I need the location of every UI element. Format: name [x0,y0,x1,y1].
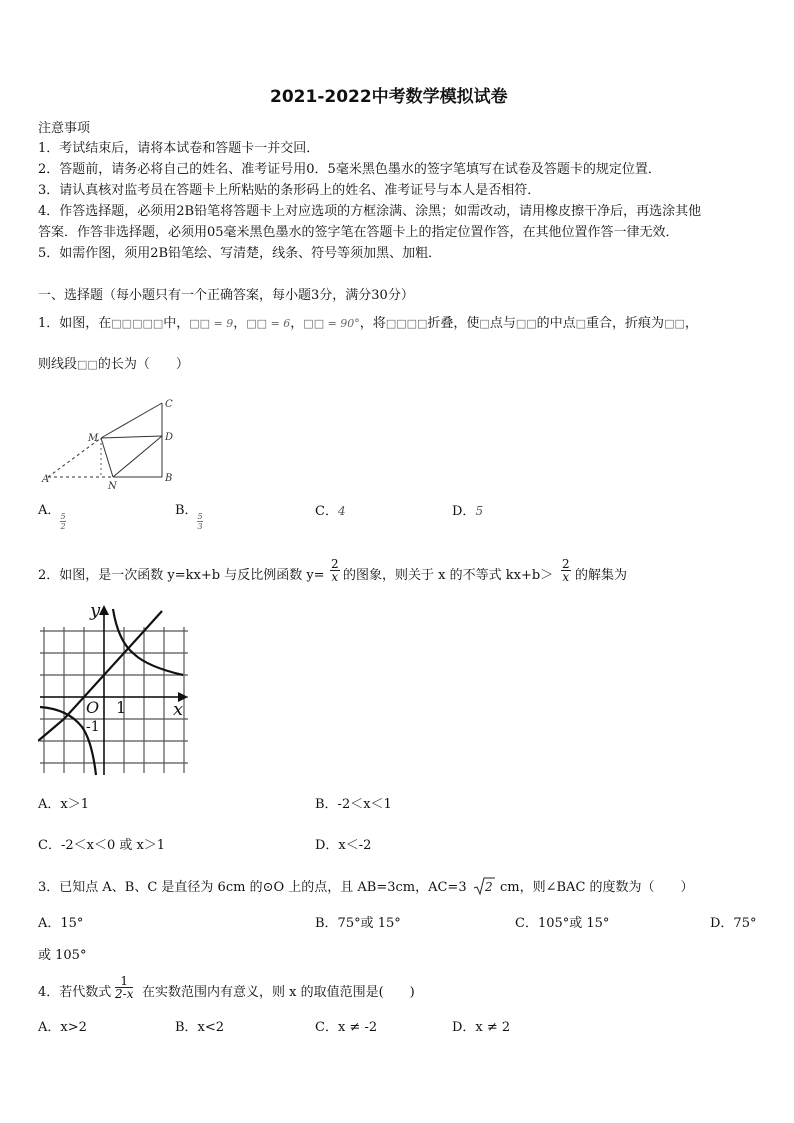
question-2-text-part1: 2．如图，是一次函数 y=kx+b 与反比例函数 y= [38,568,325,583]
option-d-wrap: 或 105° [38,948,87,963]
question-3-text-part2: cm，则∠BAC 的度数为（ ） [500,880,694,895]
section-heading: 一、选择题（每小题只有一个正确答案，每小题3分，满分30分） [38,288,414,303]
axis-label-x: x [173,699,184,720]
notice-heading: 注意事项 [38,121,91,136]
fraction-1-over-2-minus-x: $\frac{1}{2-x}$ [115,974,134,1001]
option-c[interactable]: C．x ≠ -2 [315,1020,378,1035]
fraction-2-over-x: $\frac{2}{x}$ [562,557,570,584]
question-2-graph [38,601,193,776]
label-m: M [88,433,99,444]
notice-item: 3．请认真核对监考员在答题卡上所粘贴的条形码上的姓名、准考证号与本人是否相符． [38,183,541,198]
option-b[interactable]: B． [175,503,198,518]
option-c[interactable]: C．-2＜x＜0 或 x＞1 [38,838,166,853]
question-2-text-part3: 的解集为 [575,568,628,583]
option-a[interactable]: A．15° [38,916,84,931]
svg-text:2: 2 [485,880,493,894]
notice-item: 2．答题前，请务必将自己的姓名、准考证号用0．5毫米黑色墨水的签字笔填写在试卷及答题卡的规定位置． [38,162,661,177]
option-a[interactable]: A．x＞1 [38,797,89,812]
origin-label: O [86,698,100,717]
option-d[interactable]: D．x ≠ 2 [452,1020,511,1035]
question-1-figure [38,393,188,493]
option-b[interactable]: B．x<2 [175,1020,225,1035]
label-b: B [165,473,173,484]
notice-item: 答案．作答非选择题，必须用05毫米黑色墨水的签字笔在答题卡上的指定位置作答，在其他位置作答一律无效． [38,225,679,240]
sqrt-2 [473,876,495,899]
fraction-2-over-x: $\frac{2}{x}$ [331,557,339,584]
option-c[interactable]: C．105°或 15° [515,916,610,931]
notice-item: 5．如需作图，须用2B铅笔绘、写清楚，线条、符号等须加黑、加粗． [38,246,442,261]
option-a[interactable]: A．x>2 [38,1020,87,1035]
axis-label-y: y [90,601,101,621]
notice-item: 1．考试结束后，请将本试卷和答题卡一并交回． [38,141,320,156]
option-d[interactable]: D．5 [452,504,484,519]
label-c: C [165,399,173,410]
label-a: A [42,474,50,485]
question-2-text-part2: 的图象，则关于 x 的不等式 kx+b＞ [343,568,554,583]
option-a-fraction: 5 2 [60,512,66,531]
question-1-text: 1．如图，在□□□□□中，□□ = 9，□□ = 6，□□ = 90°，将□□□□折叠，使□点与□□的中点□重合，折痕为□□， [38,316,698,331]
question-4-text-part1: 4．若代数式 [38,985,112,1000]
option-a[interactable]: A． [38,503,61,518]
option-c[interactable]: C．4 [315,504,346,519]
option-b[interactable]: B．-2＜x＜1 [315,797,392,812]
tick-label-neg1: -1 [86,719,100,735]
notice-item: 4．作答选择题，必须用2B铅笔将答题卡上对应选项的方框涂满、涂黑；如需改动，请用橡皮擦干净后，再选涂其他 [38,204,702,219]
label-n: N [108,481,117,492]
option-b[interactable]: B．75°或 15° [315,916,401,931]
question-4-text-part2: 在实数范围内有意义，则 x 的取值范围是( ) [142,985,415,1000]
option-b-fraction: 5 3 [197,512,203,531]
label-d: D [165,432,174,443]
tick-label-1: 1 [116,698,127,717]
page-title: 2021-2022中考数学模拟试卷 [270,87,508,107]
option-d[interactable]: D．x＜-2 [315,838,372,853]
question-3-text-part1: 3．已知点 A、B、C 是直径为 6cm 的⊙O 上的点，且 AB=3cm，AC=3 [38,880,467,895]
option-d[interactable]: D．75° [710,916,757,931]
question-1-text-line2: 则线段□□的长为（ ） [38,357,189,372]
